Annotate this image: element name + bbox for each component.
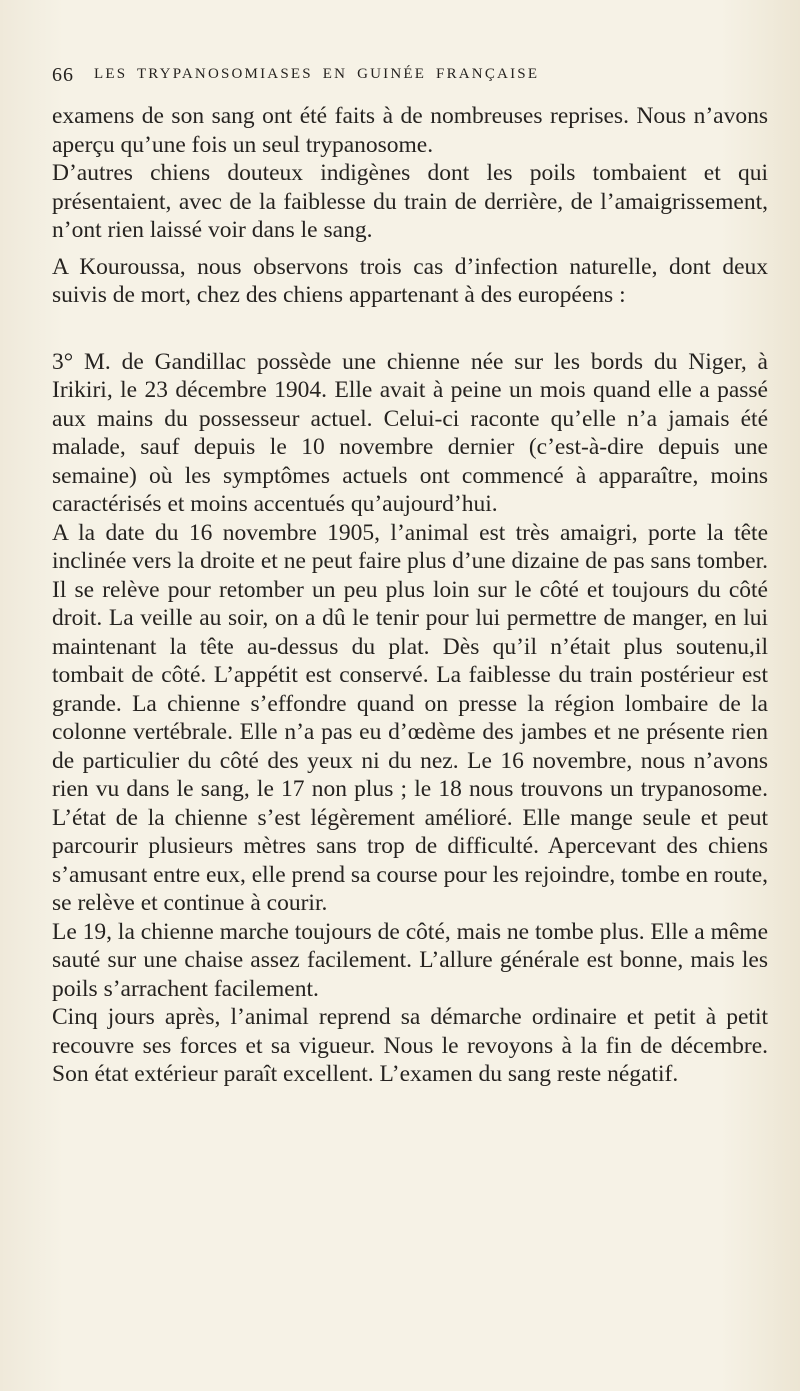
paragraph: D’autres chiens douteux indigènes dont les poils tombaient et qui présentaient, avec de la faiblesse du train de derrière, de l’amaigrissement, n’ont rien laissé voir dans le sang.: [52, 160, 768, 243]
paragraph: examens de son sang ont été faits à de nombreuses reprises. Nous n’avons aperçu qu’une fois un seul trypanosome.: [52, 103, 768, 158]
running-title: LES TRYPANOSOMIASES EN GUINÉE FRANÇAISE: [94, 66, 540, 82]
paragraph: Cinq jours après, l’animal reprend sa démarche ordinaire et petit à petit recouvre ses forces et sa vigueur. Nous le revoyons à la fin de décembre. Son état extérieur paraît excellent. L’examen du sang reste négatif.: [52, 1004, 768, 1087]
paragraph: A Kouroussa, nous observons trois cas d’infection naturelle, dont deux suivis de mort, chez des chiens appartenant à des européens :: [52, 253, 768, 308]
body-text: [52, 102, 768, 1089]
page-number: 66: [52, 64, 74, 86]
paragraph: 3° M. de Gandillac possède une chienne née sur les bords du Niger, à Irikiri, le 23 décembre 1904. Elle avait à peine un mois quand elle a passé aux mains du possesseur actuel. Celui-ci raconte qu’elle n’a jamais été malade, sauf depuis le 10 novembre dernier (c’est-à-dire depuis une semaine) où les symptômes actuels ont commencé à apparaître, moins caractérisés et moins accentués qu’aujourd’hui.: [52, 348, 768, 517]
paragraph: A la date du 16 novembre 1905, l’animal est très amaigri, porte la tête inclinée vers la droite et ne peut faire plus d’une dizaine de pas sans tomber. Il se relève pour retomber un peu plus loin sur le côté et toujours du côté droit. La veille au soir, on a dû le tenir pour lui permettre de manger, en lui maintenant la tête au-dessus du plat. Dès qu’il n’était plus soutenu,il tombait de côté. L’appétit est conservé. La faiblesse du train postérieur est grande. La chienne s’effondre quand on presse la région lombaire de la colonne vertébrale. Elle n’a pas eu d’œdème des jambes et ne présente rien de particulier du côté des yeux ni du nez. Le 16 novembre, nous n’avons rien vu dans le sang, le 17 non plus ; le 18 nous trouvons un trypanosome. L’état de la chienne s’est légèrement amélioré. Elle mange seule et peut parcourir plusieurs mètres sans trop de difficulté. Apercevant des chiens s’amusant entre eux, elle prend sa course pour les rejoindre, tombe en route, se relève et continue à courir.: [52, 519, 768, 916]
paragraph: Le 19, la chienne marche toujours de côté, mais ne tombe plus. Elle a même sauté sur une chaise assez facilement. L’allure générale est bonne, mais les poils s’arrachent facilement.: [52, 918, 768, 1002]
running-head: [52, 64, 762, 90]
